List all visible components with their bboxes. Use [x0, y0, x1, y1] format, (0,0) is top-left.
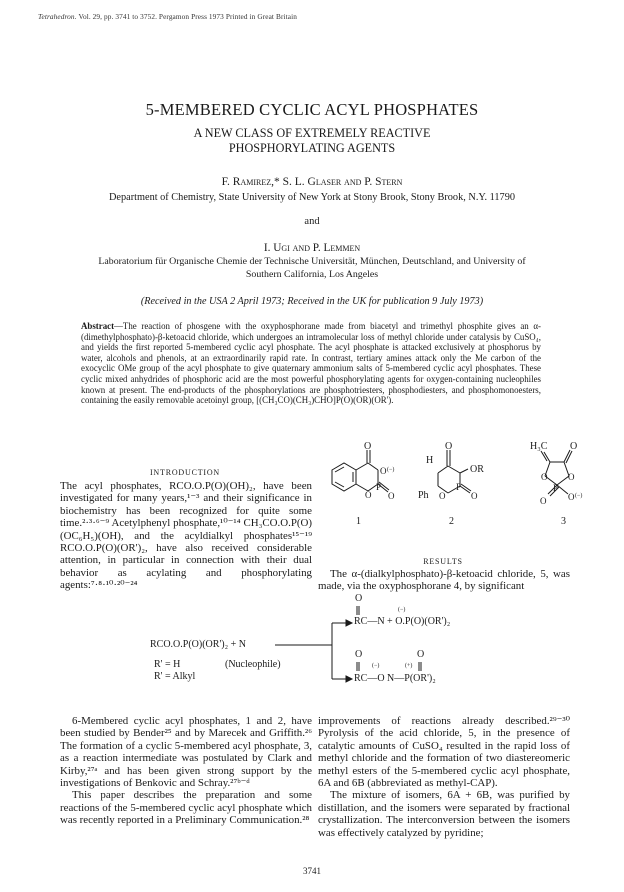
left-paragraph-1: 6-Membered cyclic acyl phosphates, 1 and 2, have been studied by Bender²⁵ and by Marecek and Griffith.²⁶ The formation of a cyclic 5-membered acyl phosphate, 3, as a reaction intermediate was postulated by Clark and Kirby,²⁷ᵃ and has been given strong support by the investigations of Benkovic and Schray.²⁷ᵇ⁻ᵈ [60, 715, 312, 790]
structure1-oxygen-ring: O [365, 490, 372, 500]
authors-primary: F. Ramirez,* S. L. Glaser and P. Stern [221, 176, 403, 188]
structure2-oxygen-dbl: O [471, 491, 478, 501]
affiliation-munich: Laboratorium für Organische Chemie der Technische Universität, München, Deutschland, and University of Southern California, Los Angeles [98, 256, 526, 280]
structure2-oxygen-top: O [445, 441, 453, 452]
structure2-phenyl: Ph [418, 490, 429, 501]
structure1-oxygen-dbl: O [388, 491, 395, 501]
structure3-oxygen-top: O [570, 441, 578, 452]
right-paragraph-1: improvements of reactions already described.²⁹⁻³⁰ Pyrolysis of the acid chloride, 5, in the presence of catalytic amounts of CuSO₄ resulted in the rapid loss of methyl chloride and the formation of two diastereomeric methyl esters of the 5-membered cyclic acyl phosphate, 6A and 6B (abbreviated as methyl-CAP). [318, 715, 570, 790]
scheme-charge-bottom-minus: (−) [372, 663, 380, 669]
structure2-oxygen-ring: O [439, 491, 446, 501]
subtitle-line-2: PHOSPHORYLATING AGENTS [228, 141, 396, 155]
structure2-h-atom: H [426, 455, 434, 466]
journal-details: Vol. 29, pp. 3741 to 3752. Pergamon Press 1973 Printed in Great Britain [78, 12, 297, 21]
structure3-phosphorus: P [553, 483, 559, 493]
structure1-oxygen-top: O [364, 441, 372, 452]
scheme-charge-bottom-plus: (+) [405, 663, 413, 669]
page-number: 3741 [303, 866, 321, 876]
structure1-phosphorus: P [376, 482, 382, 492]
paper-subtitle [0, 126, 624, 156]
scheme-charge-top: (−) [398, 607, 406, 613]
introduction-column [60, 480, 312, 592]
structure3-methyl: H₃C [530, 441, 548, 452]
left-column-lower [60, 715, 312, 827]
received-dates: (Received in the USA 2 April 1973; Received in the UK for publication 9 July 1973) [140, 296, 484, 307]
introduction-paragraph: The acyl phosphates, RCO.O.P(O)(OH)₂, have been investigated for many years,¹⁻³ and their significance in biochemistry has been recognized for quite some time.²·³·⁶⁻⁹ Acetylphenyl phosphate,¹⁰⁻¹⁴ CH₃CO.O.P(O)(OC₆H₅)(OH), and the acyldialkyl phosphates¹⁵⁻¹⁹ RCO.O.P(O)(OR')₂, have also received considerable attention, in particular in connection with their dual behavior as acylating and phosphorylating agents:⁷·⁸·¹⁰·²⁰⁻²⁴ [60, 480, 312, 592]
right-paragraph-2: The mixture of isomers, 6A + 6B, was purified by distillation, and the isomers were separated by fractional crystallization. The interconversion between the isomers was effectively catalyzed by pyridine; [318, 789, 570, 839]
and-separator: and [304, 216, 320, 227]
subtitle-line-1: A NEW CLASS OF EXTREMELY REACTIVE [193, 126, 431, 140]
structure-label-1: 1 [356, 516, 361, 527]
affiliation-stony-brook: Department of Chemistry, State University of New York at Stony Brook, Stony Brook, N.Y. 11790 [108, 192, 516, 203]
structure2-or-group: OR [470, 464, 484, 475]
structure3-oxygen-right: O [568, 472, 575, 482]
introduction-heading: INTRODUCTION [149, 468, 221, 477]
structure1-oxygen-anion: O [380, 466, 387, 476]
abstract [81, 321, 541, 406]
structures-figure [318, 438, 588, 548]
journal-header [38, 12, 297, 21]
paper-title: 5-MEMBERED CYCLIC ACYL PHOSPHATES [145, 100, 479, 119]
structure3-oxygen-dbl: O [540, 496, 547, 506]
left-paragraph-2: This paper describes the preparation and some reactions of the 5-membered cyclic acyl phosphate which was recently reported in a Preliminary Communication.²⁸ [60, 789, 312, 827]
reaction-scheme [150, 593, 590, 705]
structure-label-2: 2 [449, 516, 454, 527]
structure3-oxygen-anion: O [568, 492, 575, 502]
authors-secondary: I. Ugi and P. Lemmen [263, 242, 361, 254]
abstract-text: —The reaction of phosgene with the oxyphosphorane made from biacetyl and trimethyl phosphite gives an α-(dimethylphosphato)-β-ketoacid chloride, which undergoes an intramolecular loss of methyl chloride under catalysis by CuSO₄, and yields the first reported 5-membered cyclic acyl phosphate. The acyl phosphate is attacked exclusively at phosphorus by water, alcohols and phenols, at an extraordinarily rapid rate. In contrast, tertiary amines attack only the Me carbon of the exocyclic OMe group of the acyl phosphate to give quaternary ammonium salts of 5-membered cyclic acyl phosphates. These cyclic mixed anhydrides of phosphoric acid are the most powerful phosphorylating agents for oxygen-containing nucleophiles known at present. The end-products of the phosphorylations are phosphotriesters, phosphodiesters, and phosphomonoesters, containing the easily removable acetoinyl group, [(CH₃CO)(CH₃)CHO]P(O)(OR)(OR'). [81, 321, 541, 406]
right-column-lower [318, 715, 570, 839]
abstract-label: Abstract [81, 321, 115, 331]
structure3-oxygen-left: O [541, 472, 548, 482]
scheme-r-prime-alkyl: R' = Alkyl [154, 671, 196, 682]
structure2-phosphorus: P [456, 482, 462, 492]
scheme-oxygen-bottom-right: O [417, 649, 425, 660]
scheme-product-acyl: RC—N + O.P(O)(OR')₂ [354, 616, 451, 627]
structure-label-3: 3 [561, 516, 566, 527]
structure3-charge: (−) [575, 493, 583, 499]
scheme-nucleophile-label: (Nucleophile) [225, 659, 281, 670]
scheme-oxygen-top: O [355, 593, 363, 604]
results-column [318, 568, 570, 593]
scheme-r-prime-h: R' = H [154, 659, 181, 670]
journal-name: Tetrahedron. [38, 12, 77, 21]
scheme-oxygen-bottom-left: O [355, 649, 363, 660]
structure1-charge: (−) [387, 467, 395, 473]
scheme-product-phosphoryl: RC—O N—P(OR')₂ [354, 673, 436, 684]
results-heading: RESULTS [423, 557, 463, 566]
scheme-reactant: RCO.O.P(O)(OR')₂ + N [150, 639, 246, 650]
results-paragraph: The α-(dialkylphosphato)-β-ketoacid chloride, 5, was made, via the oxyphosphorane 4, by significant [318, 568, 570, 593]
